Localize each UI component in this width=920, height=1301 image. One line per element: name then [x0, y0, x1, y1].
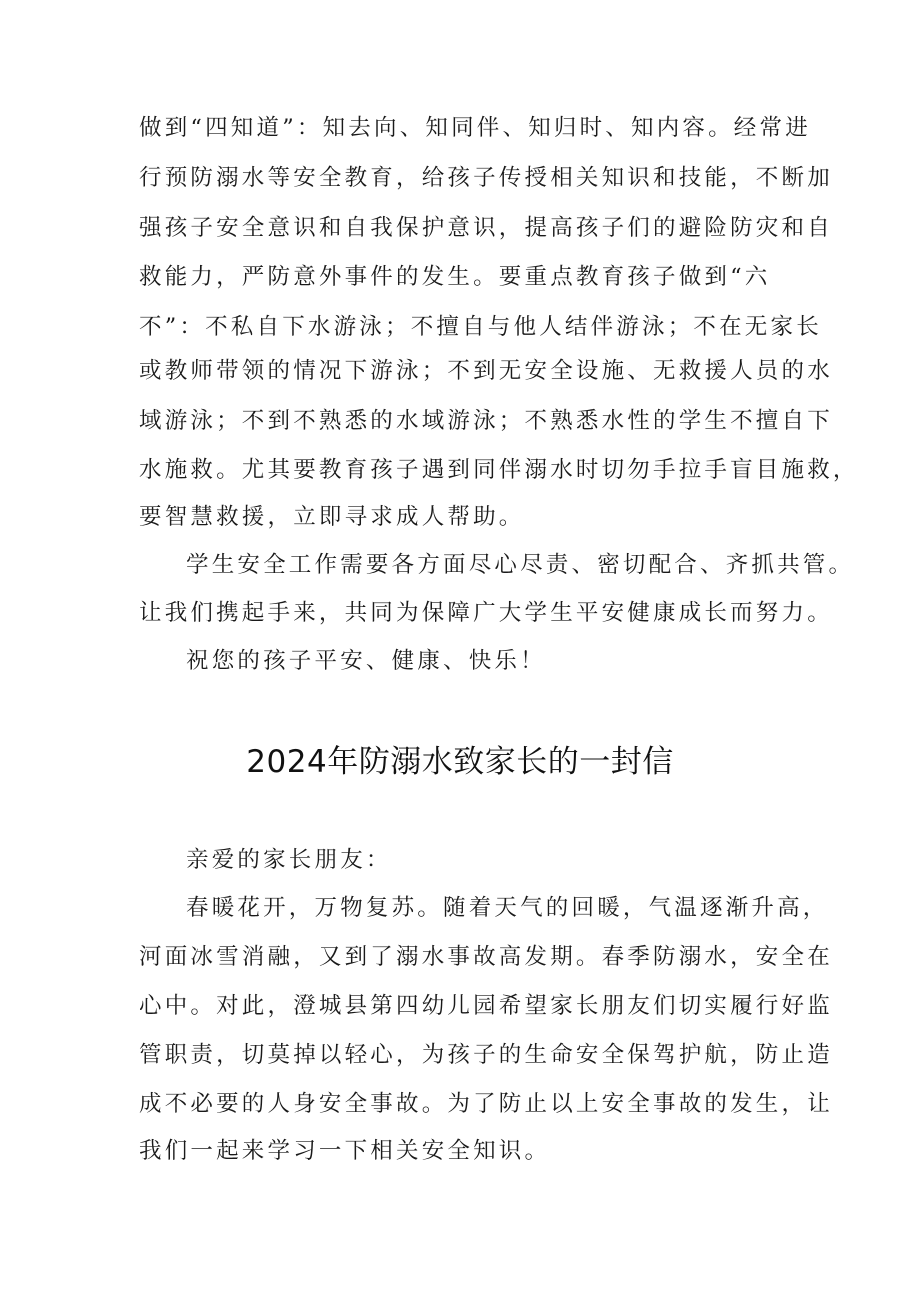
body-line: 救能力，严防意外事件的发生。要重点教育孩子做到“六 [139, 264, 771, 290]
body-line: 域游泳；不到不熟悉的水域游泳；不熟悉水性的学生不擅自下 [139, 408, 833, 434]
body-line: 做到“四知道”：知去向、知同伴、知归时、知内容。经常进 [139, 115, 811, 141]
body-line: 不”：不私自下水游泳；不擅自与他人结伴游泳；不在无家长 [139, 314, 822, 340]
body-line: 让我们携起手来，共同为保障广大学生平安健康成长而努力。 [139, 600, 833, 626]
closing-wish: 祝您的孩子平安、健康、快乐！ [186, 648, 546, 674]
body-line: 河面冰雪消融，又到了溺水事故高发期。春季防溺水，安全在 [139, 944, 833, 970]
body-line: 或教师带领的情况下游泳；不到无安全设施、无救援人员的水 [139, 358, 833, 384]
letter-title: 2024年防溺水致家长的一封信 [246, 744, 674, 780]
body-line: 行预防溺水等安全教育，给孩子传授相关知识和技能，不断加 [139, 165, 833, 191]
paragraph-start-line: 春暖花开，万物复苏。随着天气的回暖，气温逐渐升高， [186, 895, 829, 921]
body-line: 我们一起来学习一下相关安全知识。 [139, 1138, 551, 1164]
letter-greeting: 亲爱的家长朋友： [186, 847, 392, 873]
paragraph-start-line: 学生安全工作需要各方面尽心尽责、密切配合、齐抓共管。 [186, 552, 855, 578]
body-line: 管职责，切莫掉以轻心，为孩子的生命安全保驾护航，防止造 [139, 1042, 833, 1068]
body-line: 水施救。尤其要教育孩子遇到同伴溺水时切勿手拉手盲目施救， [139, 457, 859, 483]
body-line: 要智慧救援，立即寻求成人帮助。 [139, 504, 525, 530]
body-line: 心中。对此，澄城县第四幼儿园希望家长朋友们切实履行好监 [139, 993, 833, 1019]
body-line: 强孩子安全意识和自我保护意识，提高孩子们的避险防灾和自 [139, 215, 833, 241]
body-line: 成不必要的人身安全事故。为了防止以上安全事故的发生，让 [139, 1091, 833, 1117]
